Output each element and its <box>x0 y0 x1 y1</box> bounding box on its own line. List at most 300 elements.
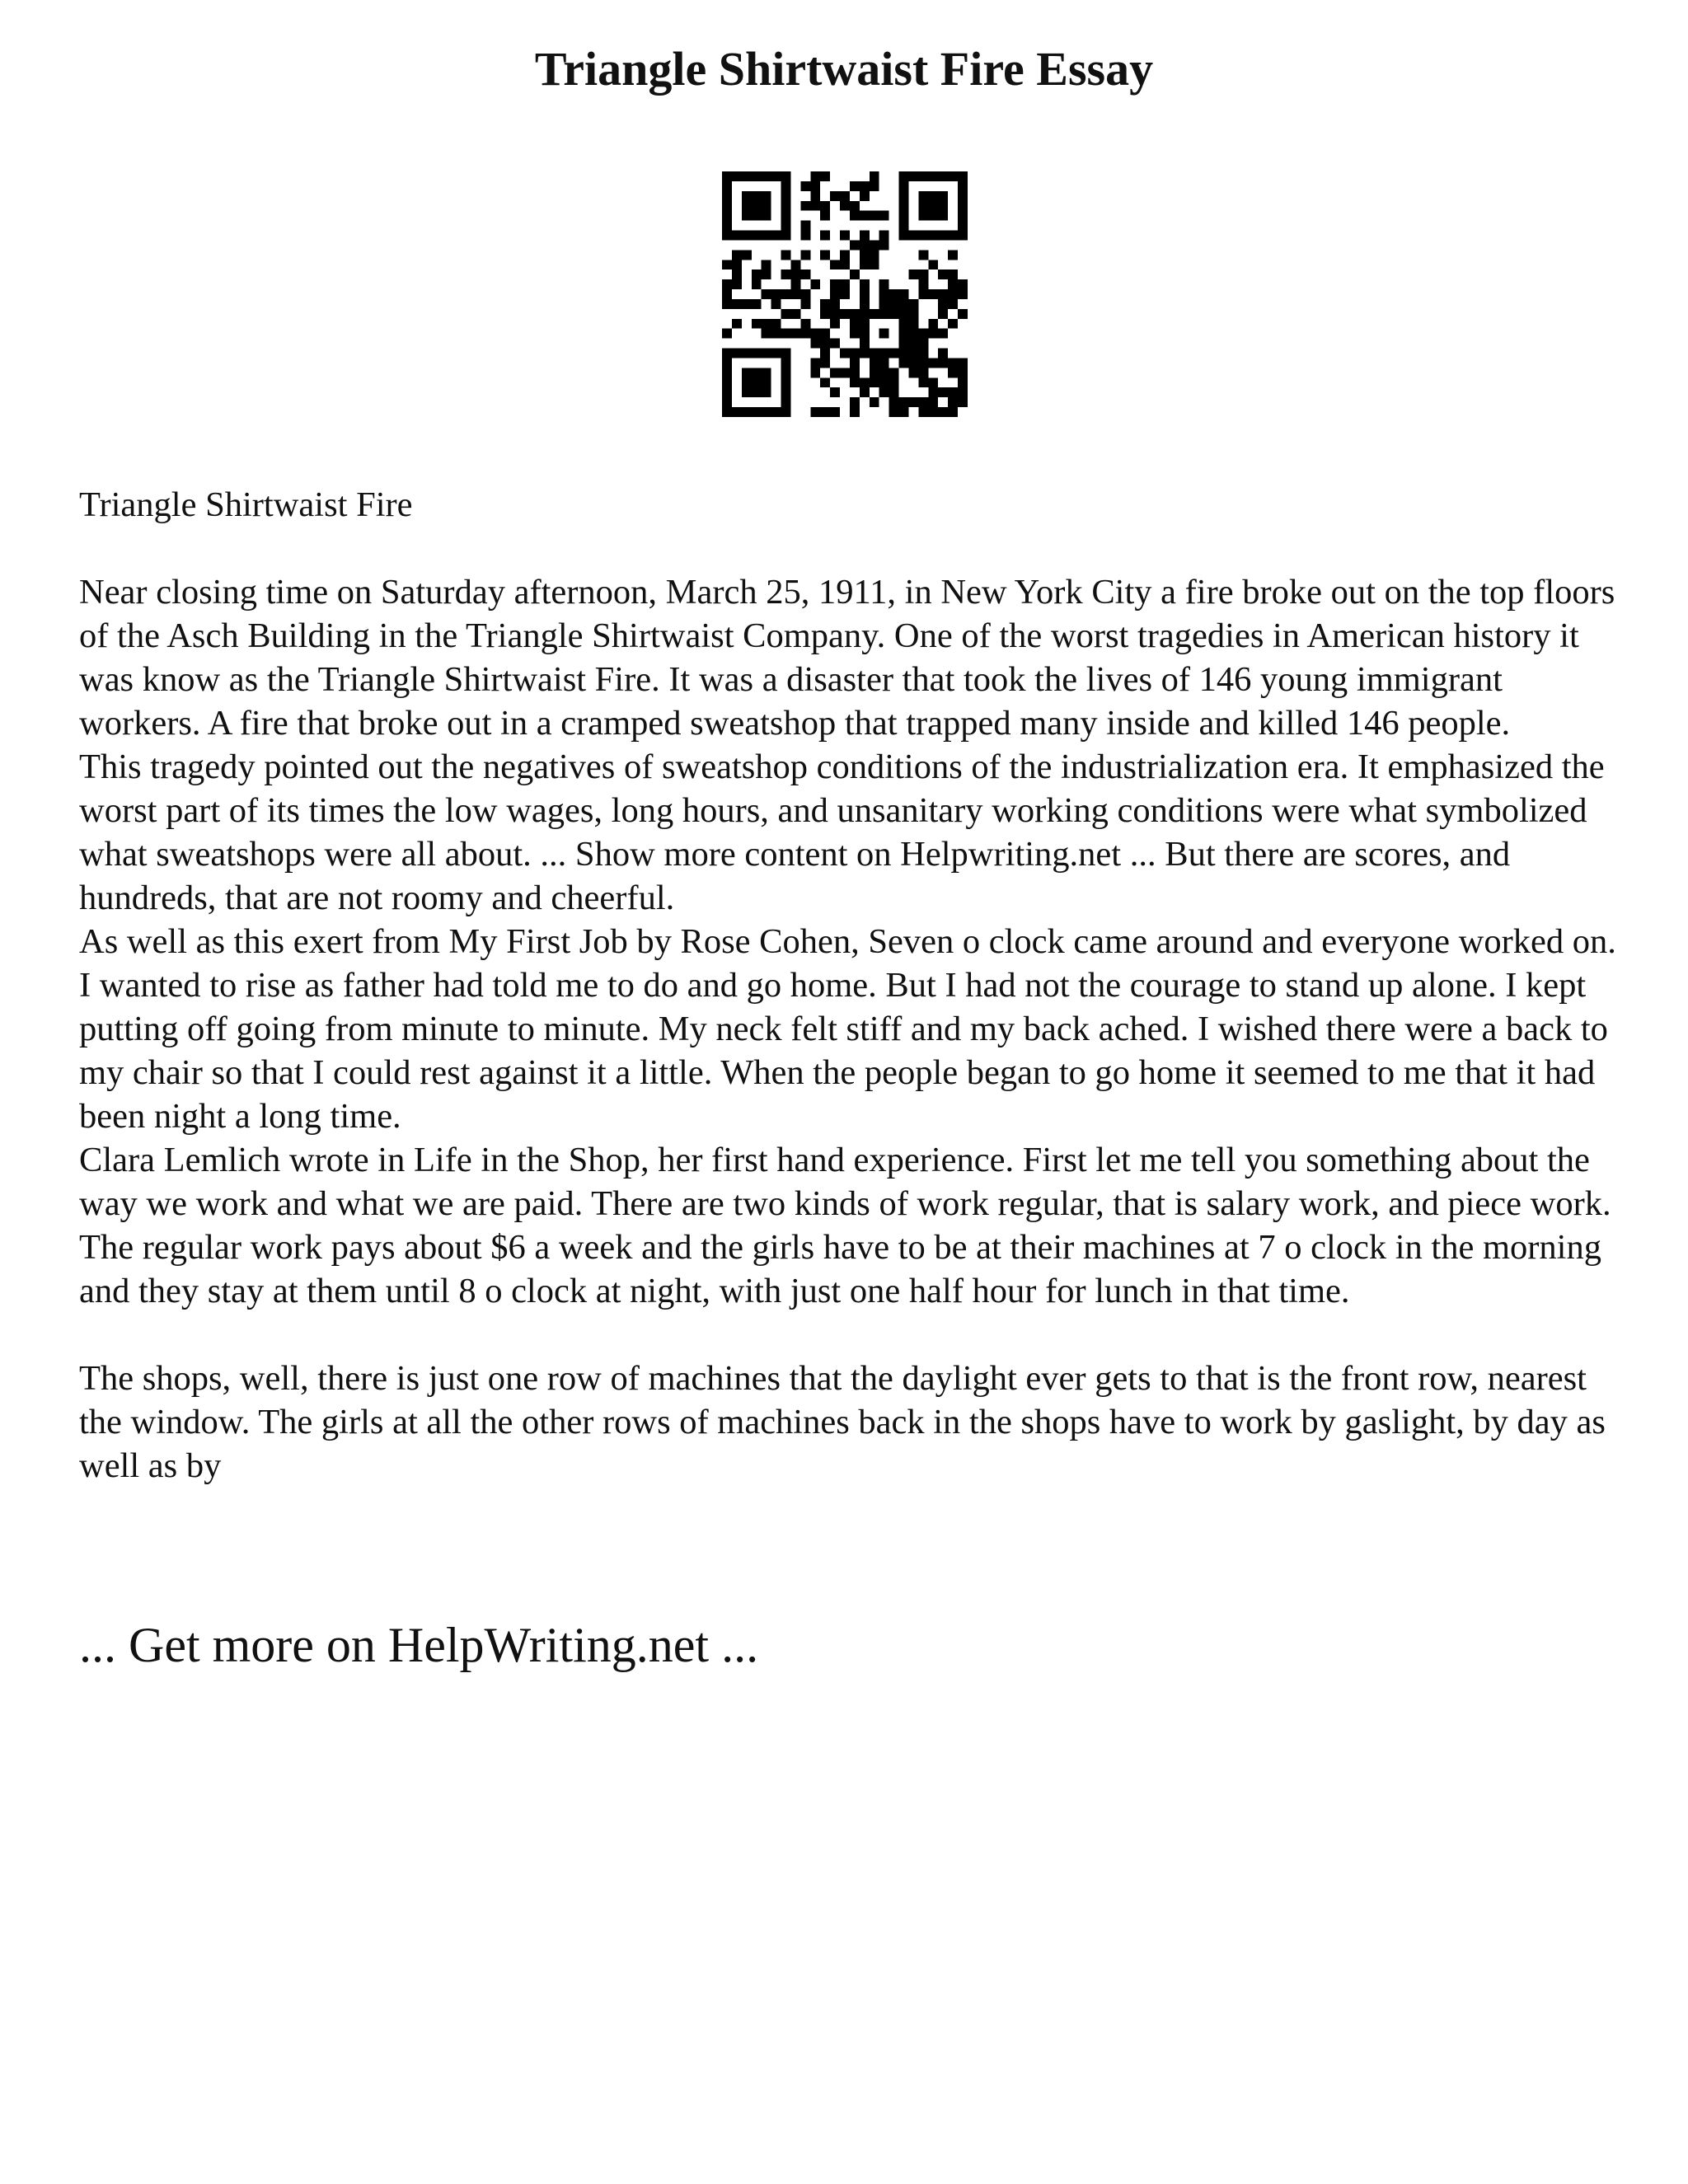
qr-module <box>820 171 830 181</box>
qr-module <box>781 387 791 397</box>
paragraph-5: The shops, well, there is just one row of machines that the daylight ever gets to that is the front row, nearest the window. The girls at all the other rows of machines back in the shops have to work by gaslight, by day as well as by <box>79 1359 1606 1485</box>
qr-module <box>752 299 762 309</box>
qr-module <box>918 231 928 241</box>
qr-module <box>860 240 870 250</box>
qr-module <box>820 250 830 260</box>
qr-module <box>732 260 742 269</box>
qr-module <box>908 358 918 368</box>
qr-module <box>732 269 742 279</box>
qr-module <box>762 289 771 299</box>
qr-module <box>830 299 840 309</box>
qr-module <box>732 349 742 359</box>
qr-module <box>928 171 938 181</box>
qr-module <box>860 181 870 191</box>
qr-module <box>928 407 938 417</box>
qr-module <box>781 221 791 231</box>
qr-module <box>762 329 771 339</box>
qr-module <box>781 191 791 201</box>
qr-module <box>732 171 742 181</box>
qr-module <box>762 231 771 241</box>
qr-module <box>762 319 771 329</box>
qr-module <box>908 299 918 309</box>
qr-module <box>918 250 928 260</box>
qr-module <box>850 269 860 279</box>
qr-module <box>870 397 879 407</box>
qr-module <box>879 387 889 397</box>
qr-module <box>948 368 958 377</box>
qr-module <box>722 221 732 231</box>
qr-module <box>752 377 762 387</box>
qr-module <box>879 358 889 368</box>
qr-module <box>781 368 791 377</box>
qr-module <box>899 191 909 201</box>
paragraph-4: Clara Lemlich wrote in Life in the Shop, her first hand experience. First let me tell you something about the way we work and what we are paid. There are two kinds of work regular, that is salary work, and piece work. The regular work pays about $6 a week and the girls have to be at their machines at 7 o clock in the morning and they stay at them until 8 o clock at night, with just one half hour for lunch in that time. <box>79 1141 1611 1310</box>
qr-module <box>908 269 918 279</box>
qr-module <box>928 211 938 221</box>
qr-module <box>810 191 820 201</box>
qr-module <box>889 377 899 387</box>
qr-module <box>830 339 840 349</box>
qr-module <box>850 358 860 368</box>
qr-module <box>948 269 958 279</box>
qr-module <box>899 289 909 299</box>
qr-module <box>928 397 938 407</box>
qr-module <box>918 397 928 407</box>
qr-module <box>879 309 889 319</box>
qr-module <box>899 339 909 349</box>
qr-module <box>948 407 958 417</box>
qr-module <box>928 387 938 397</box>
essay-body <box>79 483 1629 1488</box>
qr-module <box>830 289 840 299</box>
qr-module <box>840 231 850 241</box>
qr-module <box>771 299 781 309</box>
qr-module <box>879 289 889 299</box>
qr-module <box>742 368 752 377</box>
qr-module <box>908 397 918 407</box>
qr-module <box>879 349 889 359</box>
qr-module <box>958 358 968 368</box>
qr-module <box>722 171 732 181</box>
qr-module <box>810 339 820 349</box>
qr-module <box>918 407 928 417</box>
qr-module <box>722 349 732 359</box>
qr-module <box>771 329 781 339</box>
qr-module <box>771 231 781 241</box>
qr-module <box>771 171 781 181</box>
qr-module <box>840 201 850 211</box>
qr-module <box>800 319 810 329</box>
qr-module <box>899 299 909 309</box>
qr-module <box>781 181 791 191</box>
qr-module <box>830 407 840 417</box>
qr-module <box>781 407 791 417</box>
qr-module <box>790 269 800 279</box>
qr-module <box>889 309 899 319</box>
qr-module <box>800 181 810 191</box>
qr-module <box>732 299 742 309</box>
qr-module <box>790 279 800 289</box>
qr-module <box>752 319 762 329</box>
qr-module <box>781 289 791 299</box>
qr-module <box>800 201 810 211</box>
qr-module <box>870 171 879 181</box>
qr-module <box>840 279 850 289</box>
qr-module <box>722 299 732 309</box>
qr-module <box>742 211 752 221</box>
qr-module <box>928 329 938 339</box>
qr-module <box>918 349 928 359</box>
qr-module <box>938 358 948 368</box>
qr-module <box>722 358 732 368</box>
qr-module <box>879 368 889 377</box>
qr-module <box>722 397 732 407</box>
qr-module <box>948 397 958 407</box>
qr-module <box>722 377 732 387</box>
qr-module <box>762 407 771 417</box>
qr-module <box>889 387 899 397</box>
qr-code-image <box>722 171 968 417</box>
qr-module <box>732 250 742 260</box>
qr-module <box>948 279 958 289</box>
qr-module <box>752 269 762 279</box>
qr-module <box>899 407 909 417</box>
qr-module <box>790 329 800 339</box>
qr-module <box>762 387 771 397</box>
qr-module <box>879 211 889 221</box>
qr-module <box>722 260 732 269</box>
qr-module <box>860 279 870 289</box>
qr-module <box>918 269 928 279</box>
qr-module <box>762 171 771 181</box>
qr-module <box>810 181 820 191</box>
qr-module <box>918 201 928 211</box>
qr-module <box>820 358 830 368</box>
qr-module <box>732 231 742 241</box>
qr-module <box>948 171 958 181</box>
qr-module <box>850 240 860 250</box>
qr-module <box>850 407 860 417</box>
qr-module <box>938 171 948 181</box>
qr-module <box>820 309 830 319</box>
qr-module <box>732 279 742 289</box>
qr-module <box>860 299 870 309</box>
qr-module <box>928 377 938 387</box>
qr-module <box>889 349 899 359</box>
qr-module <box>722 407 732 417</box>
qr-module <box>889 397 899 407</box>
qr-module <box>850 377 860 387</box>
qr-module <box>732 407 742 417</box>
qr-module <box>781 231 791 241</box>
qr-module <box>810 329 820 339</box>
qr-module <box>742 201 752 211</box>
document-title: Triangle Shirtwaist Fire Essay <box>534 42 1154 96</box>
qr-module <box>771 289 781 299</box>
qr-module <box>918 279 928 289</box>
qr-module <box>722 279 732 289</box>
qr-module <box>820 329 830 339</box>
qr-module <box>810 201 820 211</box>
qr-module <box>732 319 742 329</box>
qr-module <box>860 191 870 201</box>
qr-module <box>840 250 850 260</box>
qr-module <box>800 299 810 309</box>
qr-module <box>820 339 830 349</box>
paragraph-1: Near closing time on Saturday afternoon, March 25, 1911, in New York City a fire broke out on the top floors of the Asch Building in the Triangle Shirtwaist Company. One of the worst tragedies in American history it was know as the Triangle Shirtwaist Fire. It was a disaster that took the lives of 146 young immigrant workers. A fire that broke out in a cramped sweatshop that trapped many inside and killed 146 people. <box>79 573 1615 743</box>
qr-module <box>958 368 968 377</box>
qr-module <box>840 349 850 359</box>
qr-module <box>850 319 860 329</box>
qr-module <box>800 269 810 279</box>
qr-module <box>899 211 909 221</box>
qr-module <box>722 289 732 299</box>
qr-module <box>820 211 830 221</box>
qr-module <box>800 289 810 299</box>
qr-module <box>722 211 732 221</box>
qr-module <box>899 201 909 211</box>
qr-module <box>938 191 948 201</box>
qr-module <box>860 319 870 329</box>
qr-module <box>742 387 752 397</box>
qr-module <box>938 329 948 339</box>
qr-module <box>879 299 889 309</box>
qr-module <box>810 368 820 377</box>
qr-module <box>771 349 781 359</box>
qr-module <box>790 309 800 319</box>
qr-module <box>889 368 899 377</box>
qr-module <box>938 211 948 221</box>
qr-module <box>840 368 850 377</box>
qr-module <box>722 201 732 211</box>
qr-module <box>781 358 791 368</box>
qr-module <box>860 349 870 359</box>
qr-module <box>762 191 771 201</box>
qr-module <box>860 211 870 221</box>
qr-module <box>742 171 752 181</box>
qr-module <box>742 349 752 359</box>
qr-module <box>879 231 889 241</box>
qr-module <box>899 329 909 339</box>
qr-module <box>870 181 879 191</box>
qr-module <box>781 171 791 181</box>
qr-module <box>958 231 968 241</box>
qr-module <box>938 231 948 241</box>
qr-module <box>938 269 948 279</box>
qr-module <box>762 349 771 359</box>
qr-module <box>742 407 752 417</box>
qr-module <box>918 191 928 201</box>
qr-module <box>899 221 909 231</box>
qr-module <box>899 309 909 319</box>
qr-module <box>908 329 918 339</box>
qr-module <box>850 309 860 319</box>
qr-module <box>938 407 948 417</box>
qr-module <box>752 191 762 201</box>
qr-module <box>742 191 752 201</box>
qr-module <box>840 289 850 299</box>
qr-module <box>918 289 928 299</box>
qr-module <box>800 250 810 260</box>
qr-module <box>850 349 860 359</box>
qr-module <box>889 299 899 309</box>
qr-module <box>870 368 879 377</box>
qr-module <box>742 231 752 241</box>
qr-module <box>781 349 791 359</box>
qr-module <box>899 319 909 329</box>
qr-module <box>800 329 810 339</box>
qr-module <box>781 211 791 221</box>
qr-module <box>938 387 948 397</box>
qr-module <box>830 368 840 377</box>
qr-module <box>752 171 762 181</box>
qr-module <box>830 260 840 269</box>
qr-module <box>908 319 918 329</box>
qr-module <box>860 387 870 397</box>
qr-module <box>752 349 762 359</box>
qr-module <box>781 269 791 279</box>
qr-module <box>840 309 850 319</box>
qr-module <box>820 349 830 359</box>
qr-module <box>722 368 732 377</box>
qr-module <box>908 309 918 319</box>
qr-module <box>752 368 762 377</box>
qr-module <box>781 377 791 387</box>
qr-module <box>781 397 791 407</box>
qr-module <box>958 211 968 221</box>
qr-module <box>790 289 800 299</box>
qr-module <box>870 250 879 260</box>
qr-module <box>958 387 968 397</box>
qr-module <box>762 260 771 269</box>
qr-module <box>820 231 830 241</box>
qr-module <box>908 339 918 349</box>
qr-module <box>820 299 830 309</box>
get-more-link[interactable]: ... Get more on HelpWriting.net ... <box>79 1618 759 1672</box>
qr-module <box>860 339 870 349</box>
qr-module <box>958 289 968 299</box>
qr-module <box>870 377 879 387</box>
paragraph-3: As well as this exert from My First Job by Rose Cohen, Seven o clock came around and everyone worked on. I wanted to rise as father had told me to do and go home. But I had not the courage to stand up alone. I kept putting off going from minute to minute. My neck felt stiff and my back ached. I wished there were a back to my chair so that I could rest against it a little. When the people began to go home it seemed to me that it had been night a long time. <box>79 922 1616 1136</box>
qr-module <box>722 231 732 241</box>
qr-module <box>879 377 889 387</box>
qr-module <box>722 181 732 191</box>
qr-module <box>918 339 928 349</box>
qr-module <box>928 358 938 368</box>
qr-module <box>820 407 830 417</box>
qr-module <box>938 349 948 359</box>
qr-module <box>958 191 968 201</box>
qr-module <box>742 250 752 260</box>
qr-module <box>771 319 781 329</box>
qr-module <box>810 279 820 289</box>
qr-module <box>762 201 771 211</box>
qr-module <box>781 250 791 260</box>
qr-module <box>810 171 820 181</box>
qr-module <box>810 358 820 368</box>
qr-module <box>938 289 948 299</box>
qr-module <box>918 329 928 339</box>
qr-module <box>752 407 762 417</box>
paragraph-2: This tragedy pointed out the negatives of sweatshop conditions of the industrialization era. It emphasized the worst part of its times the low wages, long hours, and unsanitary working conditions were what symbolized what sweatshops were all about. ... Show more content on Helpwriting.net ... But there are scores, and hundreds, that are not roomy and cheerful. <box>79 748 1605 917</box>
qr-module <box>870 260 879 269</box>
qr-module <box>850 211 860 221</box>
qr-module <box>860 289 870 299</box>
qr-module <box>850 181 860 191</box>
qr-module <box>899 397 909 407</box>
qr-module <box>889 407 899 417</box>
qr-module <box>840 260 850 269</box>
qr-module <box>948 299 958 309</box>
qr-module <box>899 171 909 181</box>
qr-module <box>958 309 968 319</box>
qr-module <box>722 191 732 201</box>
qr-module <box>958 377 968 387</box>
qr-module <box>958 181 968 191</box>
qr-module <box>918 358 928 368</box>
qr-module <box>928 191 938 201</box>
qr-module <box>928 319 938 329</box>
qr-module <box>879 279 889 289</box>
qr-module <box>850 368 860 377</box>
qr-module <box>762 211 771 221</box>
qr-module <box>908 171 918 181</box>
qr-module <box>860 250 870 260</box>
qr-module <box>958 397 968 407</box>
qr-module <box>840 191 850 201</box>
qr-module <box>918 171 928 181</box>
qr-module <box>918 211 928 221</box>
qr-module <box>752 231 762 241</box>
qr-module <box>850 329 860 339</box>
qr-module <box>870 309 879 319</box>
qr-module <box>948 319 958 329</box>
qr-module <box>958 279 968 289</box>
qr-module <box>860 231 870 241</box>
qr-module <box>722 329 732 339</box>
qr-module <box>870 211 879 221</box>
qr-module <box>879 240 889 250</box>
qr-module <box>830 319 840 329</box>
qr-module <box>830 387 840 397</box>
qr-module <box>870 358 879 368</box>
qr-module <box>752 387 762 397</box>
qr-module <box>958 171 968 181</box>
qr-module <box>899 358 909 368</box>
qr-module <box>870 349 879 359</box>
qr-module <box>928 289 938 299</box>
qr-module <box>860 309 870 319</box>
qr-module <box>762 269 771 279</box>
qr-module <box>908 349 918 359</box>
qr-module <box>781 329 791 339</box>
qr-module <box>948 358 958 368</box>
qr-module <box>722 387 732 397</box>
qr-module <box>918 368 928 377</box>
qr-module <box>762 368 771 377</box>
qr-module <box>830 279 840 289</box>
qr-module <box>908 231 918 241</box>
qr-module <box>742 299 752 309</box>
qr-module <box>958 221 968 231</box>
qr-module <box>938 201 948 211</box>
qr-module <box>800 221 810 231</box>
qr-module <box>870 240 879 250</box>
qr-module <box>958 201 968 211</box>
qr-module <box>860 260 870 269</box>
qr-module <box>928 231 938 241</box>
qr-module <box>860 377 870 387</box>
